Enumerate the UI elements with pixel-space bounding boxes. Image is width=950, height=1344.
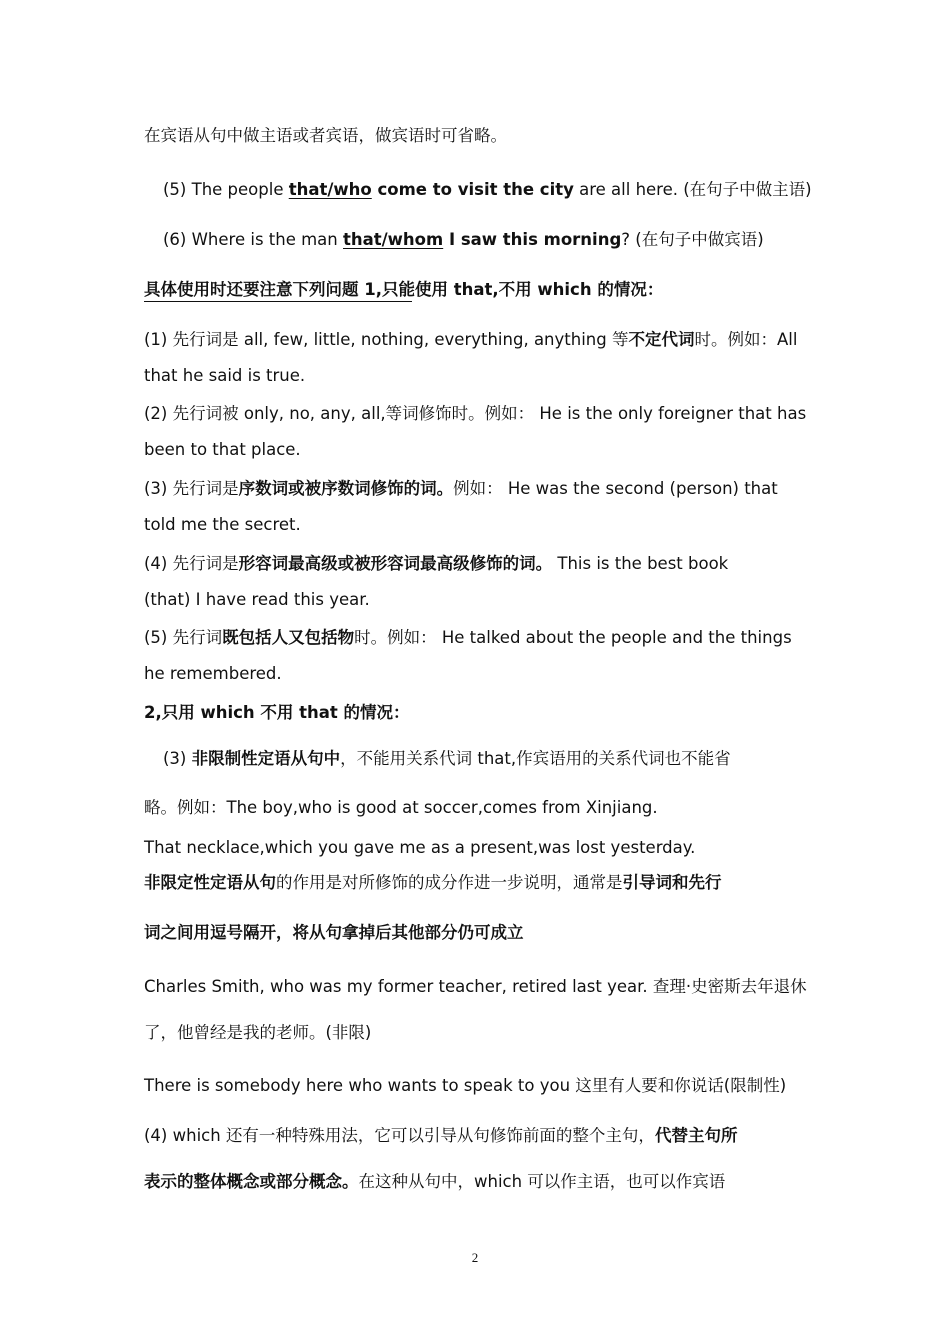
rule-item [144,402,810,426]
example-line [163,178,810,202]
emphasis-text: 既包括人又包括物 [222,628,355,647]
section-heading [144,701,810,725]
page-number: 2 [471,1250,479,1265]
text-line [144,364,810,388]
text-span: been to that place. [144,440,301,459]
example-line [163,228,810,252]
text-line [144,796,810,820]
text-span: (5) 先行词 [144,628,223,647]
text-span: (5) The people [163,180,289,199]
text-line [144,1021,810,1045]
text-span: that he said is true. [144,366,306,385]
text-span: (3) 先行词是 [144,479,239,498]
rule-item [144,552,810,576]
emphasis-text: that/whom [343,230,444,249]
text-span: There is somebody here who wants to speak to you 这里有人要和你说话(限制性) [144,1076,787,1095]
text-span: (2) 先行词被 only, no, any, all,等词修饰时。例如： He is the only foreigner that has [144,404,807,423]
text-line [144,1074,810,1098]
text-span: 了，他曾经是我的老师。(非限) [144,1023,372,1042]
emphasis-text: 形容词最高级或被形容词最高级修饰的词。 [238,554,553,573]
text-span: are all here. (在句子中做主语) [573,180,812,199]
text-span: (that) I have read this year. [144,590,370,609]
emphasis-text: 非限定性定语从句 [144,873,276,892]
text-line [144,662,810,686]
text-span: 在这种从句中，which 可以作主语，也可以作宾语 [358,1172,726,1191]
emphasis-text: 1,只能使用 that,不用 which 的情况： [364,280,664,299]
text-span: 略。例如：The boy,who is good at soccer,comes from Xinjiang. [144,798,658,817]
rule-item [144,477,810,501]
text-span: ? (在句子中做宾语) [621,230,764,249]
text-span: (4) 先行词是 [144,554,239,573]
emphasis-text: 序数词或被序数词修饰的词。 [238,479,454,498]
text-line [144,975,810,999]
text-span: That necklace,which you gave me as a present,was lost yesterday. [144,838,696,857]
text-span: told me the secret. [144,515,301,534]
text-span: Charles Smith, who was my former teacher, retired last year. 查理·史密斯去年退休 [144,977,807,996]
rule-item [144,1124,810,1148]
text-line [144,588,810,612]
text-line [144,871,810,895]
text-line [144,1170,810,1194]
emphasis-text: 表示的整体概念或部分概念。 [144,1172,359,1191]
text-line [144,438,810,462]
text-span: (3) [163,749,192,768]
text-span: ，不能用关系代词 that,作宾语用的关系代词也不能省 [340,749,731,768]
text-span: (1) 先行词是 all, few, little, nothing, everything, anything 等 [144,330,629,349]
emphasis-text: I saw this morning [443,230,622,249]
text-line [144,513,810,537]
rule-item [144,328,810,352]
emphasis-text: come to visit the city [371,180,574,199]
emphasis-text: 引导词和先行 [622,873,722,892]
text-span: 时。例如：All [694,330,798,349]
emphasis-text: 2,只用 which 不用 that 的情况： [144,703,410,722]
text-span: he remembered. [144,664,282,683]
emphasis-text: 不定代词 [628,330,695,349]
text-span: (6) Where is the man [163,230,343,249]
text-span: 例如： He was the second (person) that [453,479,778,498]
text-span: (4) which 还有一种特殊用法，它可以引导从句修饰前面的整个主句， [144,1126,655,1145]
rule-item [163,747,810,771]
emphasis-text: 非限制性定语从句中 [191,749,341,768]
emphasis-text: that/who [288,180,372,199]
text-span: 的作用是对所修饰的成分作进一步说明，通常是 [276,873,623,892]
text-span: This is the best book [552,554,729,573]
heading-underline [144,301,412,302]
section-heading [144,278,810,302]
emphasis-text: 词之间用逗号隔开，将从句拿掉后其他部分仍可成立 [144,923,524,942]
rule-item [144,626,810,650]
text-line [144,836,810,860]
text-line [144,921,810,945]
text-line [144,124,810,148]
emphasis-text: 代替主句所 [654,1126,738,1145]
emphasis-text: 具体使用时还要注意下列问题 [144,280,365,299]
text-span: 时。例如： He talked about the people and the things [354,628,792,647]
text-span: 在宾语从句中做主语或者宾语，做宾语时可省略。 [144,126,507,145]
